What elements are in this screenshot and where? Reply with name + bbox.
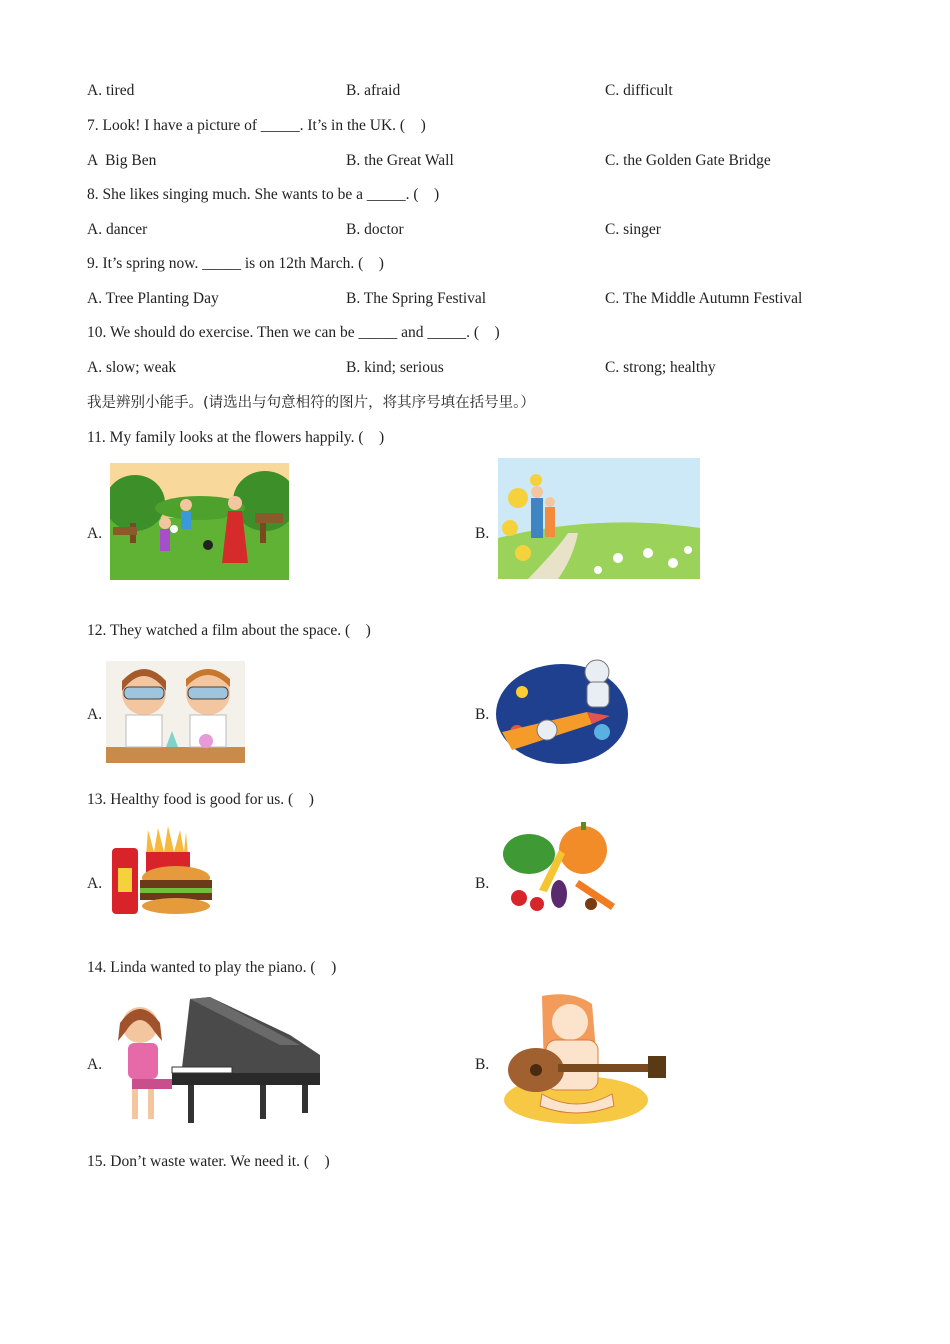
junk-food-picture xyxy=(108,822,214,918)
q11-label-b: B. xyxy=(475,525,490,542)
q7-option-a: A Big Ben xyxy=(87,152,157,169)
q15-stem: 15. Don’t waste water. We need it. ( ) xyxy=(87,1153,330,1170)
space-astronaut-picture xyxy=(492,652,632,766)
q7-option-b: B. the Great Wall xyxy=(346,152,454,169)
q10-stem: 10. We should do exercise. Then we can be _____ and _____. ( ) xyxy=(87,324,500,341)
q9-stem: 9. It’s spring now. _____ is on 12th March. ( ) xyxy=(87,255,384,272)
q14-label-b: B. xyxy=(475,1056,490,1073)
q11-label-a: A. xyxy=(87,525,103,542)
girl-guitar-picture xyxy=(502,994,668,1128)
flower-field-couple-picture xyxy=(498,458,700,579)
q12-stem: 12. They watched a film about the space. ( ) xyxy=(87,622,371,639)
q8-option-c: C. singer xyxy=(605,221,661,238)
science-lab-kids-picture xyxy=(106,661,245,763)
section-heading: 我是辨别小能手。(请选出与句意相符的图片，将其序号填在括号里。） xyxy=(87,395,535,411)
q6-option-a: A. tired xyxy=(87,82,135,99)
girl-piano-picture xyxy=(110,995,320,1127)
q6-option-c: C. difficult xyxy=(605,82,673,99)
q14-label-a: A. xyxy=(87,1056,103,1073)
q10-option-c: C. strong; healthy xyxy=(605,359,716,376)
q10-option-b: B. kind; serious xyxy=(346,359,444,376)
q13-label-b: B. xyxy=(475,875,490,892)
q13-label-a: A. xyxy=(87,875,103,892)
q12-label-a: A. xyxy=(87,706,103,723)
q13-stem: 13. Healthy food is good for us. ( ) xyxy=(87,791,314,808)
q7-stem: 7. Look! I have a picture of _____. It’s in the UK. ( ) xyxy=(87,117,426,134)
q8-option-b: B. doctor xyxy=(346,221,404,238)
q12-label-b: B. xyxy=(475,706,490,723)
q9-option-c: C. The Middle Autumn Festival xyxy=(605,290,803,307)
q8-stem: 8. She likes singing much. She wants to be a _____. ( ) xyxy=(87,186,440,203)
q8-option-a: A. dancer xyxy=(87,221,148,238)
park-family-picture xyxy=(110,463,289,580)
q7-option-c: C. the Golden Gate Bridge xyxy=(605,152,771,169)
q11-stem: 11. My family looks at the flowers happily. ( ) xyxy=(87,429,385,446)
q10-option-a: A. slow; weak xyxy=(87,359,177,376)
vegetables-picture xyxy=(499,820,619,916)
q6-option-b: B. afraid xyxy=(346,82,401,99)
q9-option-b: B. The Spring Festival xyxy=(346,290,487,307)
q9-option-a: A. Tree Planting Day xyxy=(87,290,219,307)
q14-stem: 14. Linda wanted to play the piano. ( ) xyxy=(87,959,337,976)
